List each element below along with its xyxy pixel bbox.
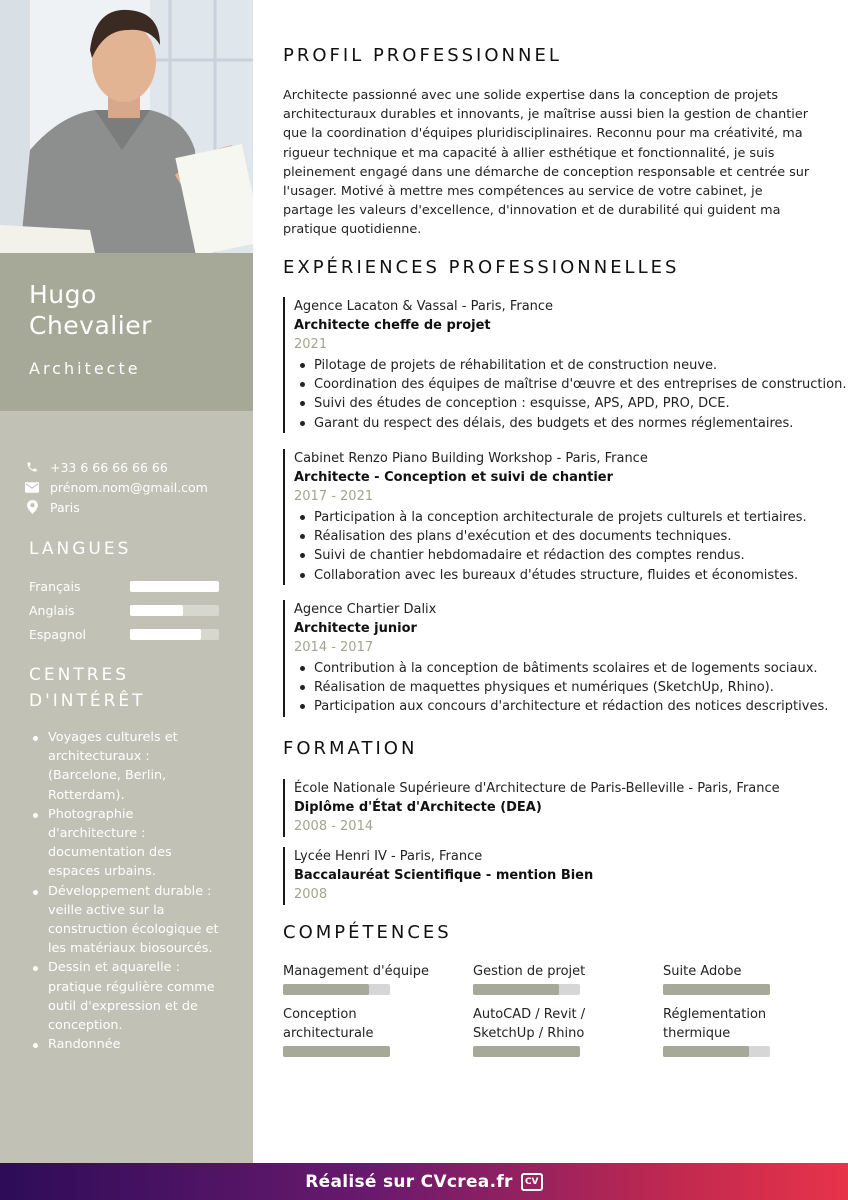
phone-text: +33 6 66 66 66 66 — [50, 459, 168, 475]
language-name: Espagnol — [29, 626, 86, 642]
language-name: Français — [29, 578, 81, 594]
experience-role: Architecte - Conception et suivi de chantier — [294, 470, 614, 485]
profile-photo — [0, 0, 253, 253]
experience-bullet: Collaboration avec les bureaux d'études structure, fluides et économistes. — [294, 566, 807, 585]
language-item — [29, 622, 219, 646]
experience-company: Cabinet Renzo Piano Building Workshop - Paris, France — [294, 451, 648, 466]
experience-item — [283, 600, 828, 717]
language-item — [29, 574, 219, 598]
education-dates: 2008 — [294, 887, 328, 902]
languages-title: LANGUES — [29, 539, 132, 559]
language-level-bar — [130, 629, 219, 640]
experience-bullet: Pilotage de projets de réhabilitation et de construction neuve. — [294, 356, 846, 375]
skill-level-fill — [283, 1046, 390, 1057]
hobbies-title — [29, 662, 146, 714]
location-text: Paris — [50, 499, 80, 515]
contact-block — [24, 457, 208, 517]
skill-name: Gestion de projet — [473, 964, 586, 979]
experience-bullet: Participation aux concours d'architecture et rédaction des notices descriptives. — [294, 697, 828, 716]
hobby-item: Photographie d'architecture : documentation des espaces urbains. — [29, 805, 224, 882]
experience-bullet: Participation à la conception architecturale de projets culturels et tertiaires. — [294, 508, 807, 527]
skill-level-bar — [473, 984, 580, 995]
experience-role: Architecte cheffe de projet — [294, 318, 491, 333]
profile-title: PROFIL PROFESSIONNEL — [283, 45, 562, 66]
name-box — [0, 253, 253, 411]
hobbies-list — [29, 728, 224, 1054]
experience-dates: 2017 - 2021 — [294, 489, 374, 504]
skill-level-bar — [663, 984, 770, 995]
hobby-item: Développement durable : veille active sur la construction écologique et les matériaux biosourcés. — [29, 882, 224, 959]
skill-level-bar — [283, 984, 390, 995]
skills-title: COMPÉTENCES — [283, 922, 452, 943]
email-text: prénom.nom@gmail.com — [50, 479, 208, 495]
language-level-fill — [130, 605, 183, 616]
skill-level-bar — [283, 1046, 390, 1057]
language-level-fill — [130, 629, 201, 640]
education-school: École Nationale Supérieure d'Architecture de Paris-Belleville - Paris, France — [294, 781, 780, 796]
hobbies-title-line2: D'INTÉRÊT — [29, 691, 146, 711]
hobby-item: Voyages culturels et architecturaux : (Barcelone, Berlin, Rotterdam). — [29, 728, 224, 805]
experiences-title: EXPÉRIENCES PROFESSIONNELLES — [283, 257, 680, 278]
experience-bullet: Contribution à la conception de bâtiments scolaires et de logements sociaux. — [294, 659, 828, 678]
language-level-fill — [130, 581, 219, 592]
languages-list — [29, 574, 219, 646]
sidebar — [0, 0, 253, 1163]
experience-company: Agence Chartier Dalix — [294, 602, 437, 617]
language-level-bar — [130, 605, 219, 616]
contact-email — [24, 477, 208, 497]
skill-name-line1: AutoCAD / Revit / — [473, 1007, 586, 1022]
experience-role: Architecte junior — [294, 621, 417, 636]
skill-name: Suite Adobe — [663, 964, 742, 979]
mail-icon — [24, 479, 40, 495]
skill-level-bar — [473, 1046, 580, 1057]
footer-banner[interactable] — [0, 1163, 848, 1200]
footer-text[interactable]: Réalisé sur CVcrea.fr — [305, 1171, 513, 1192]
education-item — [283, 847, 593, 905]
phone-icon — [24, 459, 40, 475]
experience-bullet: Réalisation de maquettes physiques et numériques (SketchUp, Rhino). — [294, 678, 828, 697]
experience-company: Agence Lacaton & Vassal - Paris, France — [294, 299, 554, 314]
skill-level-fill — [473, 1046, 580, 1057]
contact-location — [24, 497, 208, 517]
skill-item — [473, 962, 643, 995]
experience-dates: 2021 — [294, 337, 328, 352]
hobby-item: Dessin et aquarelle : pratique régulière comme outil d'expression et de conception. — [29, 958, 224, 1035]
hobby-item: Randonnée — [29, 1035, 224, 1054]
skill-item — [473, 1005, 643, 1057]
experience-bullet: Réalisation des plans d'exécution et des documents techniques. — [294, 527, 807, 546]
experience-dates: 2014 - 2017 — [294, 640, 374, 655]
skill-name-line1: Réglementation — [663, 1007, 767, 1022]
skill-item — [283, 1005, 453, 1057]
language-name: Anglais — [29, 602, 75, 618]
profile-text: Architecte passionné avec une solide expertise dans la conception de projets architecturaux durables et innovants, je maîtrise aussi bien la gestion de chantier que la coordination d'équipes pluridisciplinaires. Reconnu pour ma créativité, ma rigueur technique et ma capacité à allier esthétique et fonctionnalité, je suis pleinement engagé dans une démarche de conception responsable et centrée sur l'usager. Motivé à mettre mes compétences au service de votre cabinet, je partage les valeurs d'excellence, d'innovation et de durabilité qui guident ma pratique quotidienne. — [283, 88, 810, 238]
contact-phone — [24, 457, 208, 477]
language-level-bar — [130, 581, 219, 592]
skill-name-line2: SketchUp / Rhino — [473, 1026, 585, 1042]
skill-item — [283, 962, 453, 995]
language-item — [29, 598, 219, 622]
job-title: Architecte — [29, 359, 141, 378]
first-name: Hugo — [29, 280, 97, 309]
experience-item — [283, 297, 846, 433]
location-pin-icon — [24, 499, 40, 515]
experience-bullet: Coordination des équipes de maîtrise d'œuvre et des entreprises de construction. — [294, 375, 846, 394]
skill-level-bar — [663, 1046, 770, 1057]
skill-level-fill — [283, 984, 369, 995]
cv-logo-icon: CV — [521, 1173, 543, 1191]
skill-name-line2: thermique — [663, 1026, 731, 1042]
experience-bullet: Suivi de chantier hebdomadaire et rédaction des comptes rendus. — [294, 546, 807, 565]
skill-level-fill — [663, 1046, 749, 1057]
education-item — [283, 779, 780, 837]
last-name: Chevalier — [29, 311, 152, 340]
experience-bullet: Garant du respect des délais, des budgets et des normes réglementaires. — [294, 414, 846, 433]
education-degree: Diplôme d'État d'Architecte (DEA) — [294, 800, 542, 815]
skill-name: Management d'équipe — [283, 964, 429, 979]
skill-level-fill — [663, 984, 770, 995]
experience-item — [283, 449, 807, 585]
education-title: FORMATION — [283, 738, 418, 759]
skill-name-line1: Conception — [283, 1007, 357, 1022]
education-dates: 2008 - 2014 — [294, 819, 374, 834]
skill-name-line2: architecturale — [283, 1026, 374, 1042]
education-degree: Baccalauréat Scientifique - mention Bien — [294, 868, 594, 883]
hobbies-title-line1: CENTRES — [29, 665, 130, 685]
experience-bullet: Suivi des études de conception : esquisse, APS, APD, PRO, DCE. — [294, 394, 846, 413]
skill-level-fill — [473, 984, 559, 995]
skill-item — [663, 962, 833, 995]
skill-item — [663, 1005, 833, 1057]
education-school: Lycée Henri IV - Paris, France — [294, 849, 483, 864]
